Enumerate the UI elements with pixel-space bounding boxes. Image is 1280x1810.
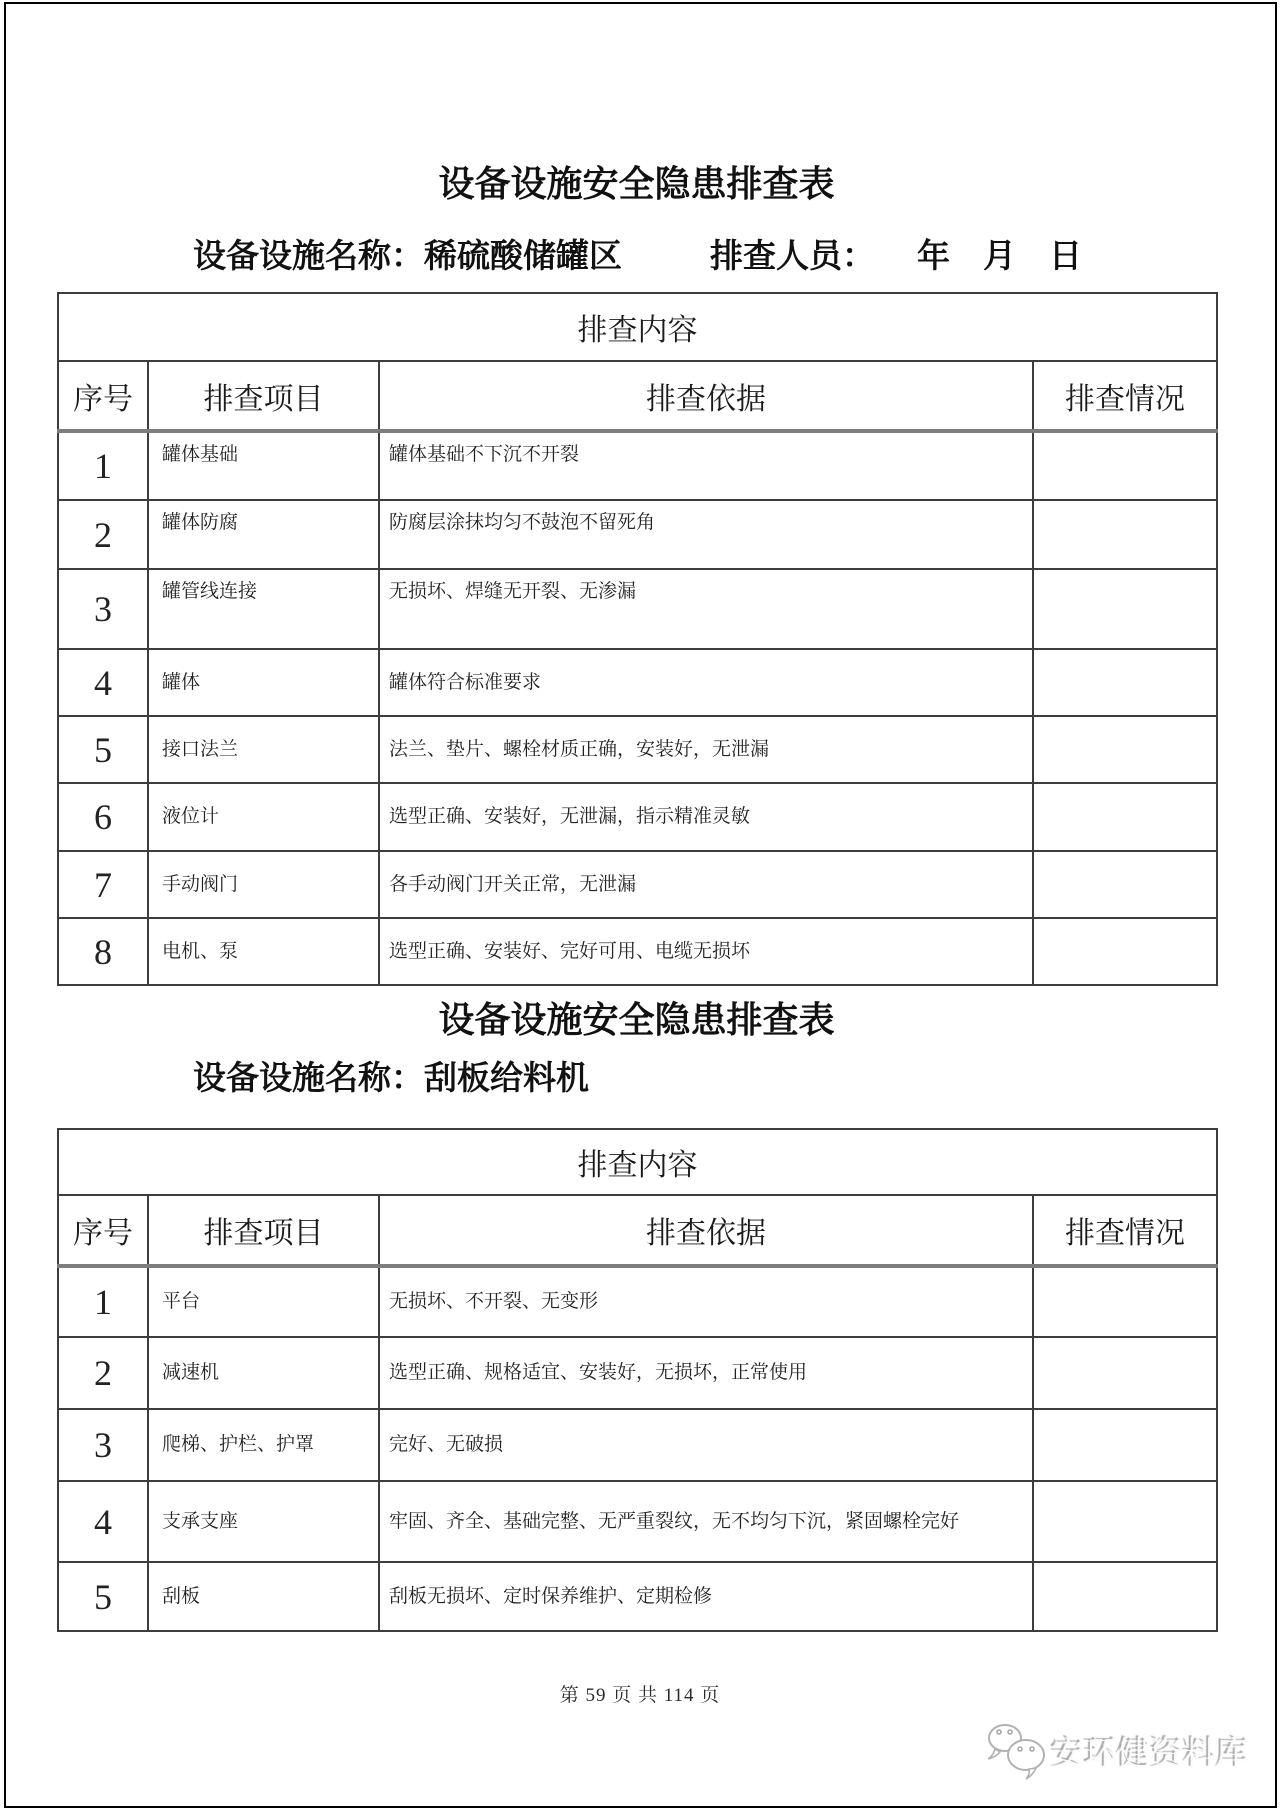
row-basis: 法兰、垫片、螺栓材质正确，安装好，无泄漏 <box>379 716 1033 783</box>
row-basis: 罐体符合标准要求 <box>379 649 1033 716</box>
row-no: 1 <box>58 1266 148 1337</box>
row-item: 手动阀门 <box>148 851 379 918</box>
table-row <box>58 569 1217 649</box>
inspection-table-2 <box>57 1128 1218 1632</box>
table-row <box>58 1409 1217 1481</box>
watermark <box>985 1722 1249 1780</box>
status-cell <box>1033 1562 1217 1631</box>
table2-subtitle <box>193 1058 589 1098</box>
row-no: 5 <box>58 1562 148 1631</box>
row-basis: 刮板无损坏、定时保养维护、定期检修 <box>379 1562 1033 1631</box>
table-row <box>58 851 1217 918</box>
row-basis: 完好、无破损 <box>379 1409 1033 1481</box>
table2-title: 设备设施安全隐患排查表 <box>438 999 835 1040</box>
status-cell <box>1033 851 1217 918</box>
row-basis: 牢固、齐全、基础完整、无严重裂纹，无不均匀下沉，紧固螺栓完好 <box>379 1481 1033 1562</box>
col-header-basis: 排查依据 <box>379 361 1033 431</box>
status-cell <box>1033 1481 1217 1562</box>
col-header-status: 排查情况 <box>1033 1195 1217 1266</box>
status-cell <box>1033 1409 1217 1481</box>
table-row <box>58 649 1217 716</box>
column-header-row <box>58 1195 1217 1266</box>
content-header: 排查内容 <box>58 1129 1217 1195</box>
row-basis: 罐体基础不下沉不开裂 <box>379 431 1033 500</box>
row-basis: 无损坏、不开裂、无变形 <box>379 1266 1033 1337</box>
col-header-item: 排查项目 <box>148 361 379 431</box>
col-header-basis: 排查依据 <box>379 1195 1033 1266</box>
col-header-no: 序号 <box>58 361 148 431</box>
row-item: 液位计 <box>148 783 379 851</box>
table-row <box>58 918 1217 985</box>
row-no: 7 <box>58 851 148 918</box>
status-cell <box>1033 918 1217 985</box>
row-item: 支承支座 <box>148 1481 379 1562</box>
status-cell <box>1033 716 1217 783</box>
table-row <box>58 783 1217 851</box>
col-header-status: 排查情况 <box>1033 361 1217 431</box>
row-no: 2 <box>58 1337 148 1409</box>
wechat-icon <box>985 1722 1047 1780</box>
row-item: 接口法兰 <box>148 716 379 783</box>
table-row <box>58 1562 1217 1631</box>
col-header-no: 序号 <box>58 1195 148 1266</box>
status-cell <box>1033 500 1217 569</box>
status-cell <box>1033 1337 1217 1409</box>
row-item: 电机、泵 <box>148 918 379 985</box>
status-cell <box>1033 431 1217 500</box>
row-item: 罐体 <box>148 649 379 716</box>
row-basis: 选型正确、规格适宜、安装好，无损坏，正常使用 <box>379 1337 1033 1409</box>
row-basis: 选型正确、安装好、完好可用、电缆无损坏 <box>379 918 1033 985</box>
row-no: 1 <box>58 431 148 500</box>
column-header-row <box>58 361 1217 431</box>
content-header: 排查内容 <box>58 293 1217 361</box>
row-item: 减速机 <box>148 1337 379 1409</box>
row-basis: 无损坏、焊缝无开裂、无渗漏 <box>379 569 1033 649</box>
row-basis: 防腐层涂抹均匀不鼓泡不留死角 <box>379 500 1033 569</box>
status-cell <box>1033 649 1217 716</box>
col-header-item: 排查项目 <box>148 1195 379 1266</box>
status-cell <box>1033 783 1217 851</box>
table-row <box>58 1481 1217 1562</box>
page-number: 第 59 页 共 114 页 <box>559 1685 721 1706</box>
row-no: 4 <box>58 1481 148 1562</box>
row-item: 爬梯、护栏、护罩 <box>148 1409 379 1481</box>
row-item: 刮板 <box>148 1562 379 1631</box>
table-row <box>58 716 1217 783</box>
status-cell <box>1033 1266 1217 1337</box>
row-no: 2 <box>58 500 148 569</box>
row-no: 4 <box>58 649 148 716</box>
content-header-row <box>58 1129 1217 1195</box>
watermark-text: 安环健资料库 <box>1051 1734 1249 1772</box>
status-cell <box>1033 569 1217 649</box>
row-basis: 选型正确、安装好，无泄漏，指示精准灵敏 <box>379 783 1033 851</box>
content-header-row <box>58 293 1217 361</box>
row-no: 5 <box>58 716 148 783</box>
row-no: 6 <box>58 783 148 851</box>
table-row <box>58 500 1217 569</box>
row-item: 罐体基础 <box>148 431 379 500</box>
row-no: 3 <box>58 569 148 649</box>
row-no: 3 <box>58 1409 148 1481</box>
table-row <box>58 1337 1217 1409</box>
table1-subtitle <box>193 236 1082 276</box>
row-no: 8 <box>58 918 148 985</box>
table-row <box>58 1266 1217 1337</box>
table1-date-label: 年 月 日 <box>917 237 1082 274</box>
table1-inspector-label: 排查人员： <box>710 237 875 274</box>
table1-title: 设备设施安全隐患排查表 <box>438 163 835 204</box>
row-item: 罐管线连接 <box>148 569 379 649</box>
table1-equipment-name: 设备设施名称：稀硫酸储罐区 <box>193 237 622 274</box>
row-item: 平台 <box>148 1266 379 1337</box>
table2-equipment-name: 设备设施名称：刮板给料机 <box>193 1059 589 1096</box>
table-row <box>58 431 1217 500</box>
row-item: 罐体防腐 <box>148 500 379 569</box>
inspection-table-1 <box>57 292 1218 986</box>
row-basis: 各手动阀门开关正常，无泄漏 <box>379 851 1033 918</box>
